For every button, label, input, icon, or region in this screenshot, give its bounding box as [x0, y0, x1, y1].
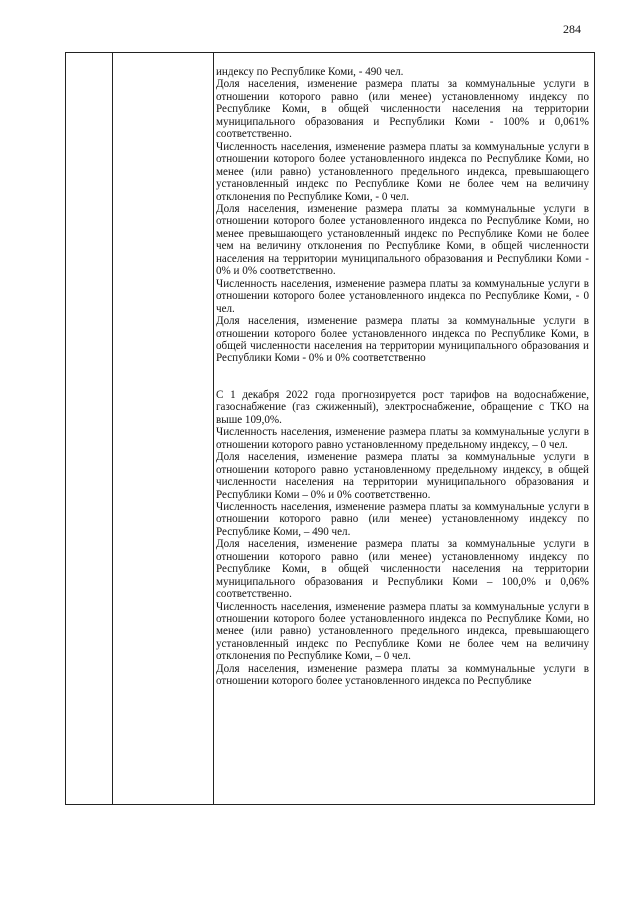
- paragraph: Доля населения, изменение размера платы за коммунальные услуги в отношении которого более установленного индекса по Республике: [216, 662, 589, 688]
- paragraph: Численность населения, изменение размера платы за коммунальные услуги в отношении которого более установленного индекса по Республике Коми, но менее (или равно) установленного предельного индекса, превышающего установленный индекс по Республике Коми не более чем на величину отклонения по Республике Коми, – 0 чел.: [216, 600, 589, 663]
- column-divider-1: [112, 53, 113, 804]
- paragraph: Численность населения, изменение размера платы за коммунальные услуги в отношении которого равно установленному предельному индексу, – 0 чел.: [216, 426, 589, 451]
- paragraph: индексу по Республике Коми, - 490 чел.: [216, 66, 404, 78]
- paragraph-gap: [216, 365, 589, 389]
- document-table: [65, 52, 595, 805]
- table-cell-content: [216, 66, 589, 688]
- paragraph: Численность населения, изменение размера платы за коммунальные услуги в отношении которого более установленного индекса по Республике Коми, - 0 чел.: [216, 277, 589, 315]
- paragraph: Доля населения, изменение размера платы за коммунальные услуги в отношении которого равно (или менее) установленному индексу по Республике Коми, в общей численности населения на территории муниципального образования и Республики Коми – 100,0% и 0,06% соответственно.: [216, 538, 589, 601]
- paragraph: Доля населения, изменение размера платы за коммунальные услуги в отношении которого более установленного индекса по Республике Коми, в общей численности населения на территории муниципального образования и Республики Коми - 0% и 0% соответственно: [216, 315, 589, 365]
- paragraph: Доля населения, изменение размера платы за коммунальные услуги в отношении которого равно (или менее) установленному индексу по Республике Коми, в общей численности населения на территории муниципального образования и Республики Коми - 100% и 0,061% соответственно.: [216, 78, 589, 141]
- column-divider-2: [213, 53, 214, 804]
- page-number: 284: [563, 22, 581, 36]
- paragraph: Численность населения, изменение размера платы за коммунальные услуги в отношении которого равно (или менее) установленному индексу по Республике Коми, – 490 чел.: [216, 500, 589, 538]
- paragraph: Доля населения, изменение размера платы за коммунальные услуги в отношении которого более установленного индекса по Республике Коми, но менее превышающего установленный индекс по Республике Коми не более чем на величину отклонения по Республике Коми, в общей численности населения на территории муниципального образования и Республики Коми - 0% и 0% соответственно.: [216, 202, 589, 278]
- paragraph: С 1 декабря 2022 года прогнозируется рост тарифов на водоснабжение, газоснабжение (газ сжиженный), электроснабжение, обращение с ТКО на выше 109,0%.: [216, 388, 589, 426]
- paragraph: Доля населения, изменение размера платы за коммунальные услуги в отношении которого равно установленному предельному индексу, в общей численности населения на территории муниципального образования и Республики Коми – 0% и 0% соответственно.: [216, 451, 589, 501]
- paragraph: Численность населения, изменение размера платы за коммунальные услуги в отношении которого более установленного индекса по Республике Коми, но менее (или равно) установленного предельного индекса, превышающего установленный индекс по Республике Коми не более чем на величину отклонения по Республике Коми, - 0 чел.: [216, 140, 589, 203]
